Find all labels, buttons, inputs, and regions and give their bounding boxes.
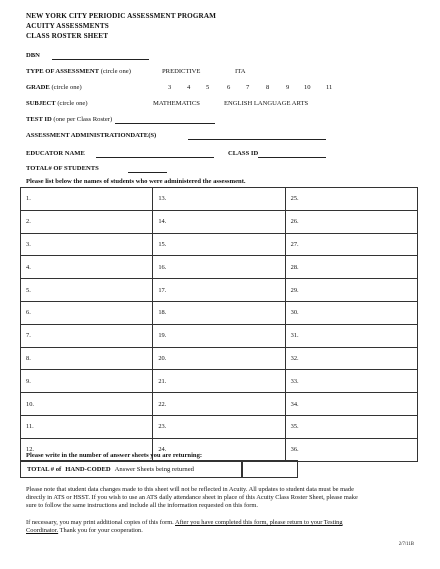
subject-ela[interactable]: ENGLISH LANGUAGE ARTS [224,100,309,107]
roster-cell[interactable]: 24. [153,438,285,461]
grade-option[interactable]: 11 [326,84,333,91]
roster-cell[interactable]: 17. [153,279,285,302]
roster-cell[interactable]: 16. [153,256,285,279]
table-row [21,210,418,233]
dbn-label: DBN [26,52,40,59]
roster-cell[interactable]: 32. [285,347,417,370]
roster-cell[interactable]: 31. [285,324,417,347]
roster-cell[interactable]: 22. [153,393,285,416]
grade-label [26,84,82,91]
roster-cell[interactable]: 18. [153,301,285,324]
roster-cell[interactable]: 5. [21,279,153,302]
type-label-text: TYPE OF ASSESSMENT [26,68,100,75]
hand-coded-total-box [20,460,242,478]
class-id-label: CLASS ID [228,150,259,157]
class-id-field[interactable] [258,157,326,158]
dbn-field[interactable] [52,59,149,60]
return-instruction-2 [26,527,143,535]
coordinator-text: Coordinator. [26,527,59,534]
table-row [21,324,418,347]
roster-cell[interactable]: 19. [153,324,285,347]
table-row [21,233,418,256]
test-id-hint: (one per Class Roster) [53,116,113,123]
roster-cell[interactable]: 33. [285,370,417,393]
roster-cell[interactable]: 1. [21,188,153,211]
subject-hint: (circle one) [57,100,88,107]
program-title: NEW YORK CITY PERIODIC ASSESSMENT PROGRAM [26,12,217,20]
educator-label: EDUCATOR NAME [26,150,85,157]
table-row [21,301,418,324]
table-row [21,279,418,302]
thanks-text: Thank you for your cooperation. [58,527,143,534]
return-instruction [26,519,343,527]
roster-cell[interactable]: 10. [21,393,153,416]
roster-cell[interactable]: 9. [21,370,153,393]
table-row [21,347,418,370]
option-predictive[interactable]: PREDICTIVE [162,68,201,75]
grade-option[interactable]: 10 [304,84,311,91]
hand-coded-count-input[interactable] [242,460,298,478]
type-hint: (circle one) [100,68,131,75]
table-row [21,415,418,438]
roster-table [20,187,418,462]
test-id-field[interactable] [115,123,215,124]
total-students-field[interactable] [128,172,167,173]
roster-cell[interactable]: 7. [21,324,153,347]
roster-cell[interactable]: 12. [21,438,153,461]
grade-option[interactable]: 7 [246,84,250,91]
table-row [21,188,418,211]
grade-option[interactable]: 4 [187,84,191,91]
grade-option[interactable]: 9 [286,84,290,91]
roster-cell[interactable]: 28. [285,256,417,279]
total-students-label: TOTAL# OF STUDENTS [26,165,99,172]
roster-cell[interactable]: 25. [285,188,417,211]
roster-cell[interactable]: 23. [153,415,285,438]
roster-cell[interactable]: 8. [21,347,153,370]
grade-label-text: GRADE [26,84,50,91]
table-row [21,393,418,416]
roster-cell[interactable]: 4. [21,256,153,279]
table-row [21,256,418,279]
sheet-title: CLASS ROSTER SHEET [26,32,109,40]
roster-cell[interactable]: 30. [285,301,417,324]
roster-cell[interactable]: 2. [21,210,153,233]
roster-instruction: Please list below the names of students who were administered the assessment. [26,178,246,185]
educator-field[interactable] [96,157,214,158]
test-id-label [26,116,112,123]
roster-cell[interactable]: 35. [285,415,417,438]
subject-label [26,100,88,107]
form-code: 2/7/11B [398,542,414,547]
roster-cell[interactable]: 21. [153,370,285,393]
roster-cell[interactable]: 34. [285,393,417,416]
table-row [21,370,418,393]
roster-cell[interactable]: 6. [21,301,153,324]
grade-option[interactable]: 8 [266,84,270,91]
roster-cell[interactable]: 15. [153,233,285,256]
subject-label-text: SUBJECT [26,100,56,107]
roster-cell[interactable]: 13. [153,188,285,211]
roster-cell[interactable]: 26. [285,210,417,233]
roster-cell[interactable]: 29. [285,279,417,302]
total-prefix: TOTAL # of [27,465,62,473]
test-id-label-text: TEST ID [26,116,52,123]
roster-cell[interactable]: 27. [285,233,417,256]
roster-cell[interactable]: 36. [285,438,417,461]
grade-option[interactable]: 5 [206,84,210,91]
note-line-1: Please note that student data changes made to this sheet will not be reflected in Acuity. All updates to student data must be made [26,486,354,493]
answer-sheets-suffix: Answer Sheets being returned [114,465,194,473]
assessment-title: ACUITY ASSESSMENTS [26,22,109,30]
roster-cell[interactable]: 20. [153,347,285,370]
note-line-2: directly in ATS or HSST. If you wish to use an ATS daily attendance sheet in place of this Acuity Class Roster Sheet, please make [26,494,358,501]
grade-hint: (circle one) [51,84,82,91]
admin-date-field[interactable] [188,139,326,140]
grade-option[interactable]: 6 [227,84,231,91]
note-line-3: sure to follow the same instructions and include all the information requested on this form. [26,502,258,509]
admin-date-label: ASSESSMENT ADMINISTRATIONDATE(S) [26,132,157,139]
type-label [26,68,131,75]
subject-mathematics[interactable]: MATHEMATICS [153,100,200,107]
roster-cell[interactable]: 3. [21,233,153,256]
grade-option[interactable]: 3 [168,84,172,91]
return-note: After you have completed this form, please return to your Testing [175,519,343,526]
answer-sheets-prompt: Please write in the number of answer sheets you are returning: [26,452,203,459]
roster-cell[interactable]: 14. [153,210,285,233]
roster-cell[interactable]: 11. [21,415,153,438]
hand-coded-label: HAND-CODED [65,465,111,473]
option-ita[interactable]: ITA [235,68,246,75]
copies-note: If necessary, you may print additional copies of this form. [26,519,174,526]
